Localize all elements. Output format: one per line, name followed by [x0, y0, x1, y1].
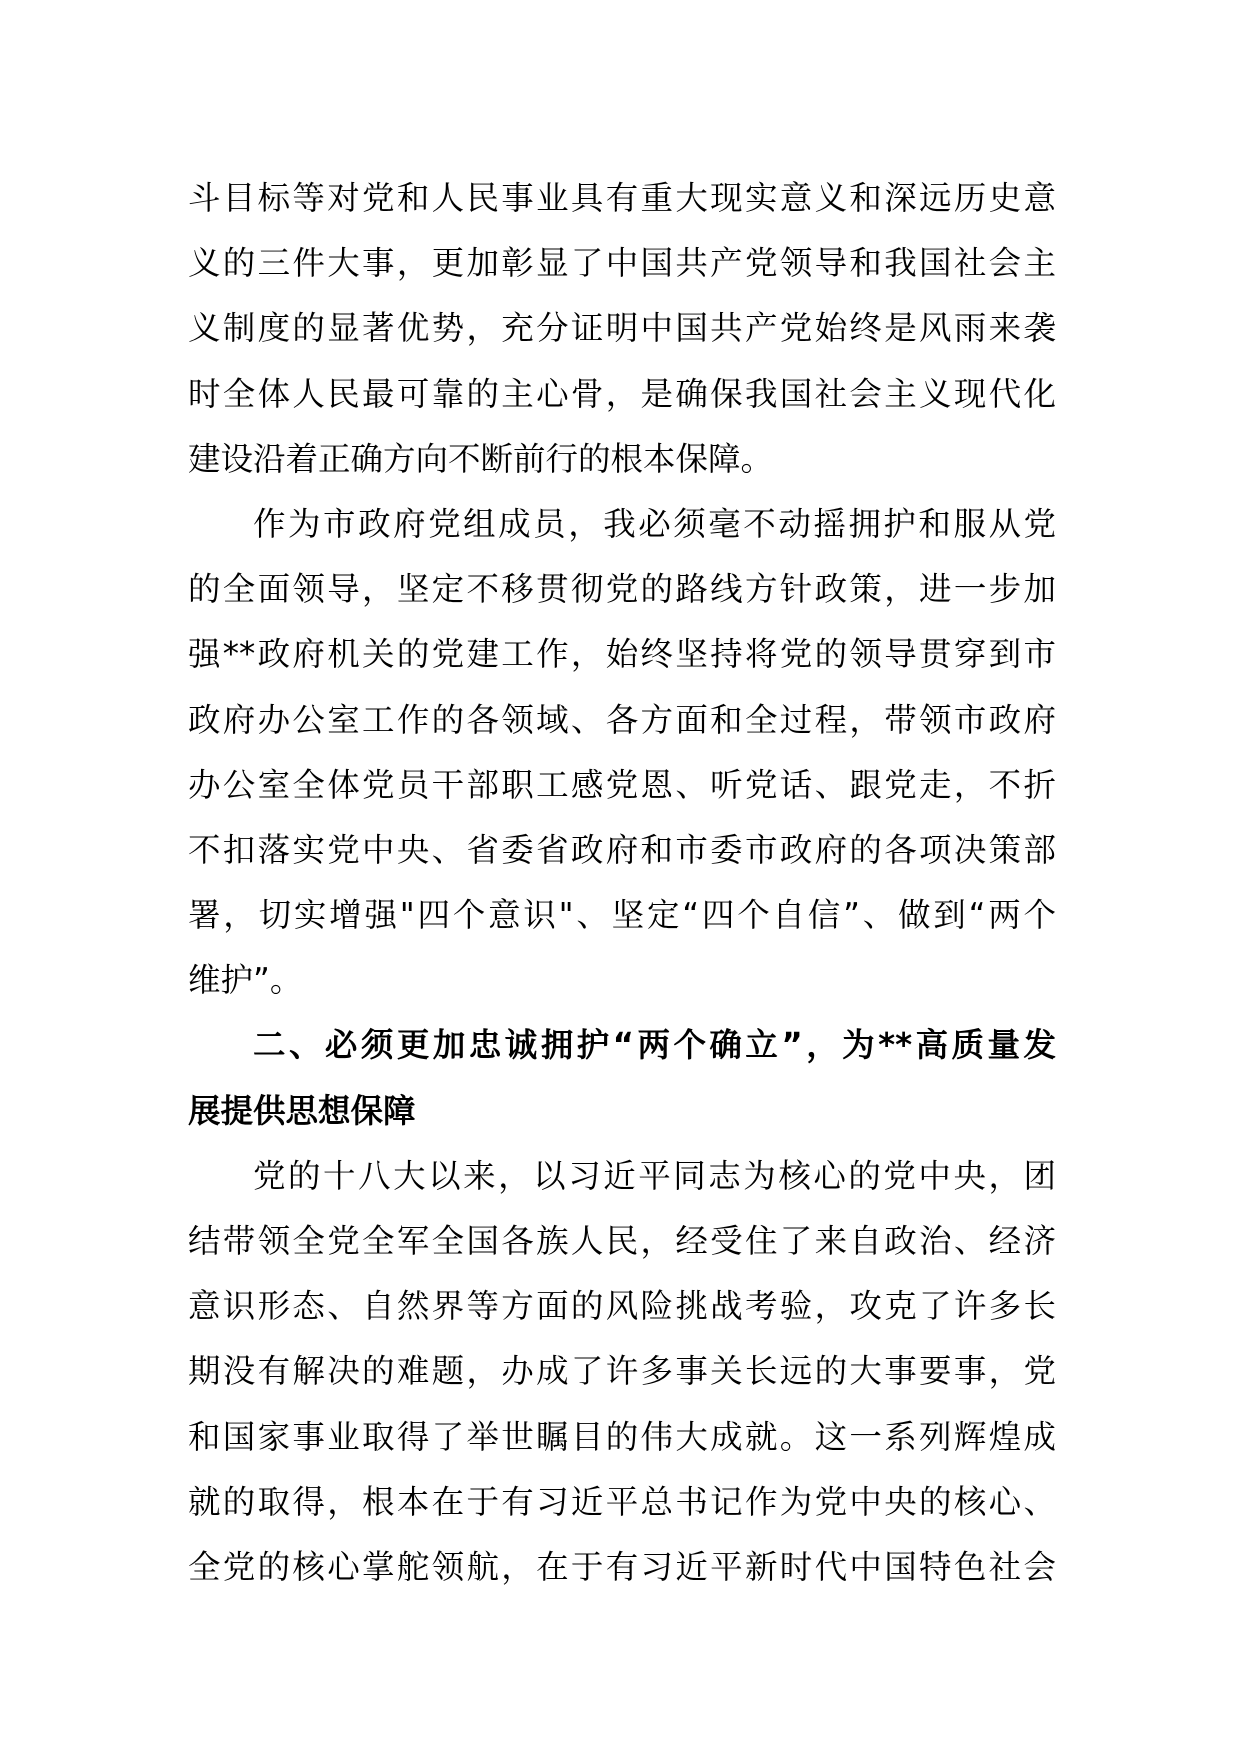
paragraph-3	[188, 1144, 1056, 1600]
text-line: 党的十八大以来，以习近平同志为核心的党中央，团	[253, 1156, 1056, 1195]
text-line: 结带领全党全军全国各族人民，经受住了来自政治、经济	[188, 1222, 1056, 1260]
text-line: 强**政府机关的党建工作，始终坚持将党的领导贯穿到市	[188, 635, 1056, 674]
text-line: 全党的核心掌舵领航，在于有习近平新时代中国特色社会	[188, 1547, 1056, 1586]
text-line: 义制度的显著优势，充分证明中国共产党始终是风雨来袭	[188, 309, 1056, 348]
text-line: 就的取得，根本在于有习近平总书记作为党中央的核心、	[188, 1482, 1056, 1521]
heading-line: 二、必须更加忠诚拥护“两个确立”，为**高质量发	[253, 1026, 1056, 1065]
section-heading	[188, 1013, 1056, 1143]
text-line: 维护”。	[188, 961, 303, 1000]
text-line: 时全体人民最可靠的主心骨，是确保我国社会主义现代化	[188, 374, 1056, 413]
document-body	[188, 166, 1056, 1600]
text-line: 义的三件大事，更加彰显了中国共产党领导和我国社会主	[188, 244, 1056, 283]
text-line: 政府办公室工作的各领域、各方面和全过程，带领市政府	[188, 700, 1056, 739]
text-line: 不扣落实党中央、省委省政府和市委市政府的各项决策部	[188, 830, 1056, 869]
text-line: 期没有解决的难题，办成了许多事关长远的大事要事，党	[188, 1352, 1056, 1391]
paragraph-1	[188, 166, 1056, 492]
text-line: 和国家事业取得了举世瞩目的伟大成就。这一系列辉煌成	[188, 1417, 1056, 1456]
text-line: 办公室全体党员干部职工感党恩、听党话、跟党走，不折	[188, 765, 1056, 804]
text-line: 署，切实增强"四个意识"、坚定“四个自信”、做到“两个	[188, 896, 1056, 935]
text-line: 的全面领导，坚定不移贯彻党的路线方针政策，进一步加	[188, 570, 1056, 609]
text-line: 斗目标等对党和人民事业具有重大现实意义和深远历史意	[188, 179, 1056, 217]
text-line: 意识形态、自然界等方面的风险挑战考验，攻克了许多长	[188, 1287, 1056, 1326]
text-line: 作为市政府党组成员，我必须毫不动摇拥护和服从党	[253, 504, 1056, 543]
heading-line: 展提供思想保障	[188, 1091, 416, 1130]
text-line: 建设沿着正确方向不断前行的根本保障。	[188, 439, 774, 478]
paragraph-2	[188, 492, 1056, 1014]
